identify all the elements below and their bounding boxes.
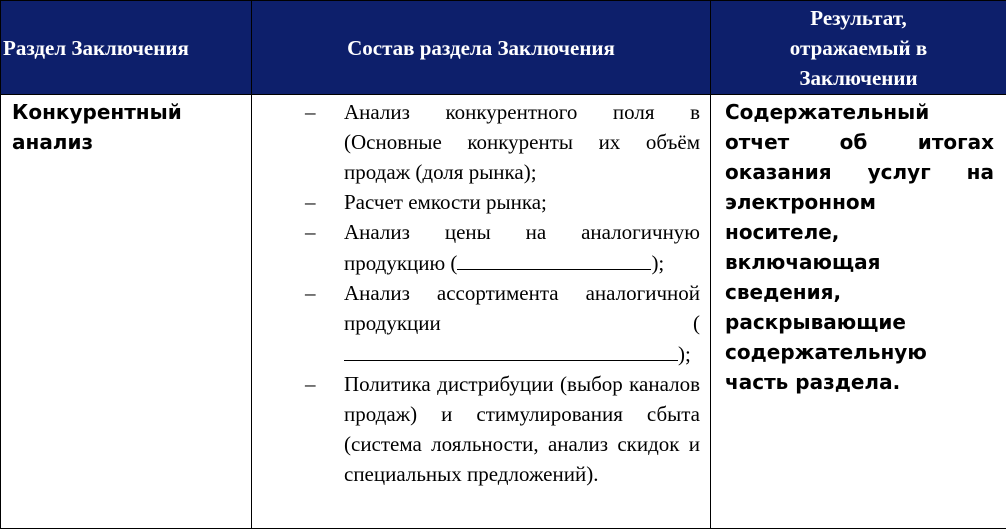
list-item [252, 369, 700, 489]
item-text-after: ); [678, 342, 691, 366]
dash-bullet: – [305, 100, 316, 124]
list-item [252, 217, 700, 278]
list-item [252, 187, 700, 217]
dash-bullet: – [305, 190, 316, 214]
section-cell [1, 95, 252, 529]
item-text: Анализ конкурентного поля в (Основные конкуренты их объём продаж (доля рынка); [344, 100, 700, 184]
composition-list [252, 95, 710, 489]
list-item [252, 97, 700, 187]
dash-bullet: – [305, 281, 316, 305]
result-cell [711, 95, 1006, 529]
dash-bullet: – [305, 220, 316, 244]
item-text-after: ); [651, 251, 665, 275]
fill-in-blank [457, 247, 651, 270]
header-section: Раздел Заключения [1, 1, 252, 95]
result-text: Содержательный отчет об итогах оказания услуг на электронном носителе, включающая сведения, раскрывающие содержательную часть раздела. [725, 100, 994, 394]
header-composition: Состав раздела Заключения [252, 1, 711, 95]
item-text: Расчет емкости рынка; [344, 190, 547, 214]
item-text-before: Анализ ассортимента аналогичной продукции ( [344, 281, 700, 335]
table-row [1, 95, 1006, 529]
item-text-before: Анализ цены на аналогичную продукцию ( [344, 220, 700, 275]
list-item [252, 278, 700, 369]
header-row [1, 1, 1006, 95]
dash-bullet: – [305, 372, 316, 396]
header-result-text: Результат, отражаемый в Заключении [789, 5, 928, 90]
header-result [711, 1, 1006, 95]
item-text: Политика дистрибуции (выбор каналов продаж) и стимулирования сбыта (система лояльности, анализ скидок и специальных предложений). [344, 372, 700, 486]
fill-in-blank [344, 338, 678, 361]
composition-cell [252, 95, 711, 529]
section-title: Конкурентный анализ [12, 100, 182, 154]
